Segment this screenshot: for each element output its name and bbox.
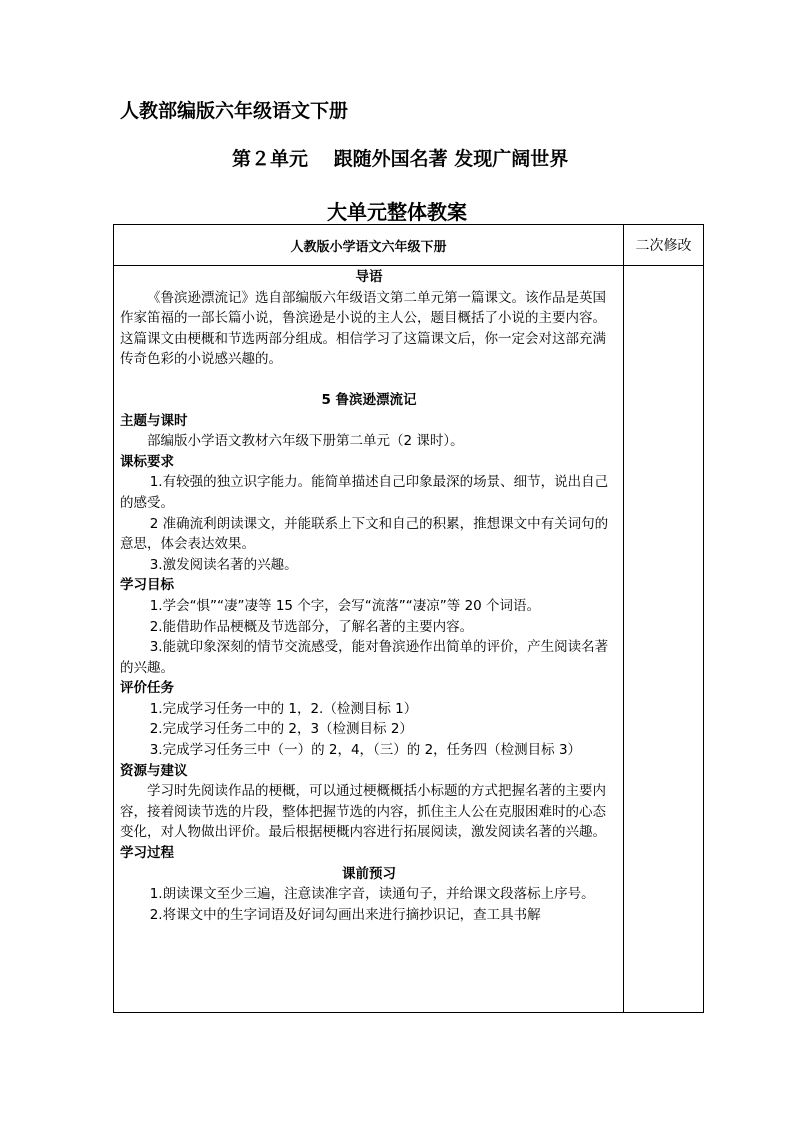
intro-heading: 导语 [355, 269, 383, 285]
eval-heading: 评价任务 [120, 680, 174, 697]
eval-item: 1.完成学习任务一中的 1，2.（检测目标 1） [149, 700, 418, 717]
column-divider [623, 225, 624, 1012]
standards-item: 1.有较强的独立识字能力。能简单描述自己印象最深的场景、细节，说出自己的感受。 [120, 474, 609, 511]
lesson-plan-table [113, 224, 704, 1013]
preview-item: 1.朗读课文至少三遍，注意读准字音，读通句子，并给课文段落标上序号。 [149, 886, 595, 903]
doc-title: 人教部编版六年级语文下册 [120, 100, 349, 122]
lesson-title: 5 鲁滨逊漂流记 [321, 391, 417, 408]
standards-item: 2 准确流利朗读课文，并能联系上下文和自己的积累，推想课文中有关词句的意思，体会表达效果。 [120, 515, 609, 553]
goals-item: 2.能借助作品梗概及节选部分，了解名著的主要内容。 [149, 618, 474, 635]
resources-text: 学习时先阅读作品的梗概，可以通过梗概概括小标题的方式把握名著的主要内容，接着阅读节选的片段，整体把握节选的内容，抓住主人公在克服困难时的心态变化，对人物做出评价。最后根据梗概内容进行拓展阅读，激发阅读名著的兴趣。 [120, 783, 606, 841]
resources-heading: 资源与建议 [120, 762, 188, 779]
eval-item: 2.完成学习任务二中的 2，3（检测目标 2） [149, 721, 413, 738]
eval-item: 3.完成学习任务三中（一）的 2，4，（三）的 2，任务四（检测目标 3） [149, 742, 582, 759]
plan-title: 大单元整体教案 [327, 200, 467, 224]
header-right-cell: 二次修改 [635, 238, 692, 254]
theme-text: 部编版小学语文教材六年级下册第二单元（2 课时）。 [147, 433, 464, 450]
theme-heading: 主题与课时 [120, 412, 188, 429]
main-content-cell [120, 267, 618, 925]
standards-item: 3.激发阅读名著的兴趣。 [149, 556, 298, 573]
goals-item: 3.能就印象深刻的情节交流感受，能对鲁滨逊作出简单的评价，产生阅读名著的兴趣。 [120, 639, 609, 676]
standards-heading: 课标要求 [120, 453, 174, 470]
goals-heading: 学习目标 [120, 577, 174, 594]
unit-title: 第２单元 跟随外国名著 发现广阔世界 [232, 148, 569, 170]
goals-item: 1.学会“惧”“凄”凄等 15 个字，会写“流落”“凄凉”等 20 个词语。 [149, 597, 541, 614]
preview-heading: 课前预习 [342, 865, 396, 882]
header-left-cell: 人教版小学语文六年级下册 [290, 239, 447, 255]
header-divider [114, 265, 703, 266]
preview-item: 2.将课文中的生字词语及好词勾画出来进行摘抄识记，查工具书解 [149, 906, 541, 923]
intro-text: 《鲁滨逊漂流记》选自部编版六年级语文第二单元第一篇课文。该作品是英国作家笛福的一部长篇小说，鲁滨逊是小说的主人公，题目概括了小说的主要内容。这篇课文由梗概和节选两部分组成。相信学习了这篇课文后，你一定会对这部充满传奇色彩的小说感兴趣的。 [120, 289, 606, 368]
process-heading: 学习过程 [120, 845, 174, 862]
